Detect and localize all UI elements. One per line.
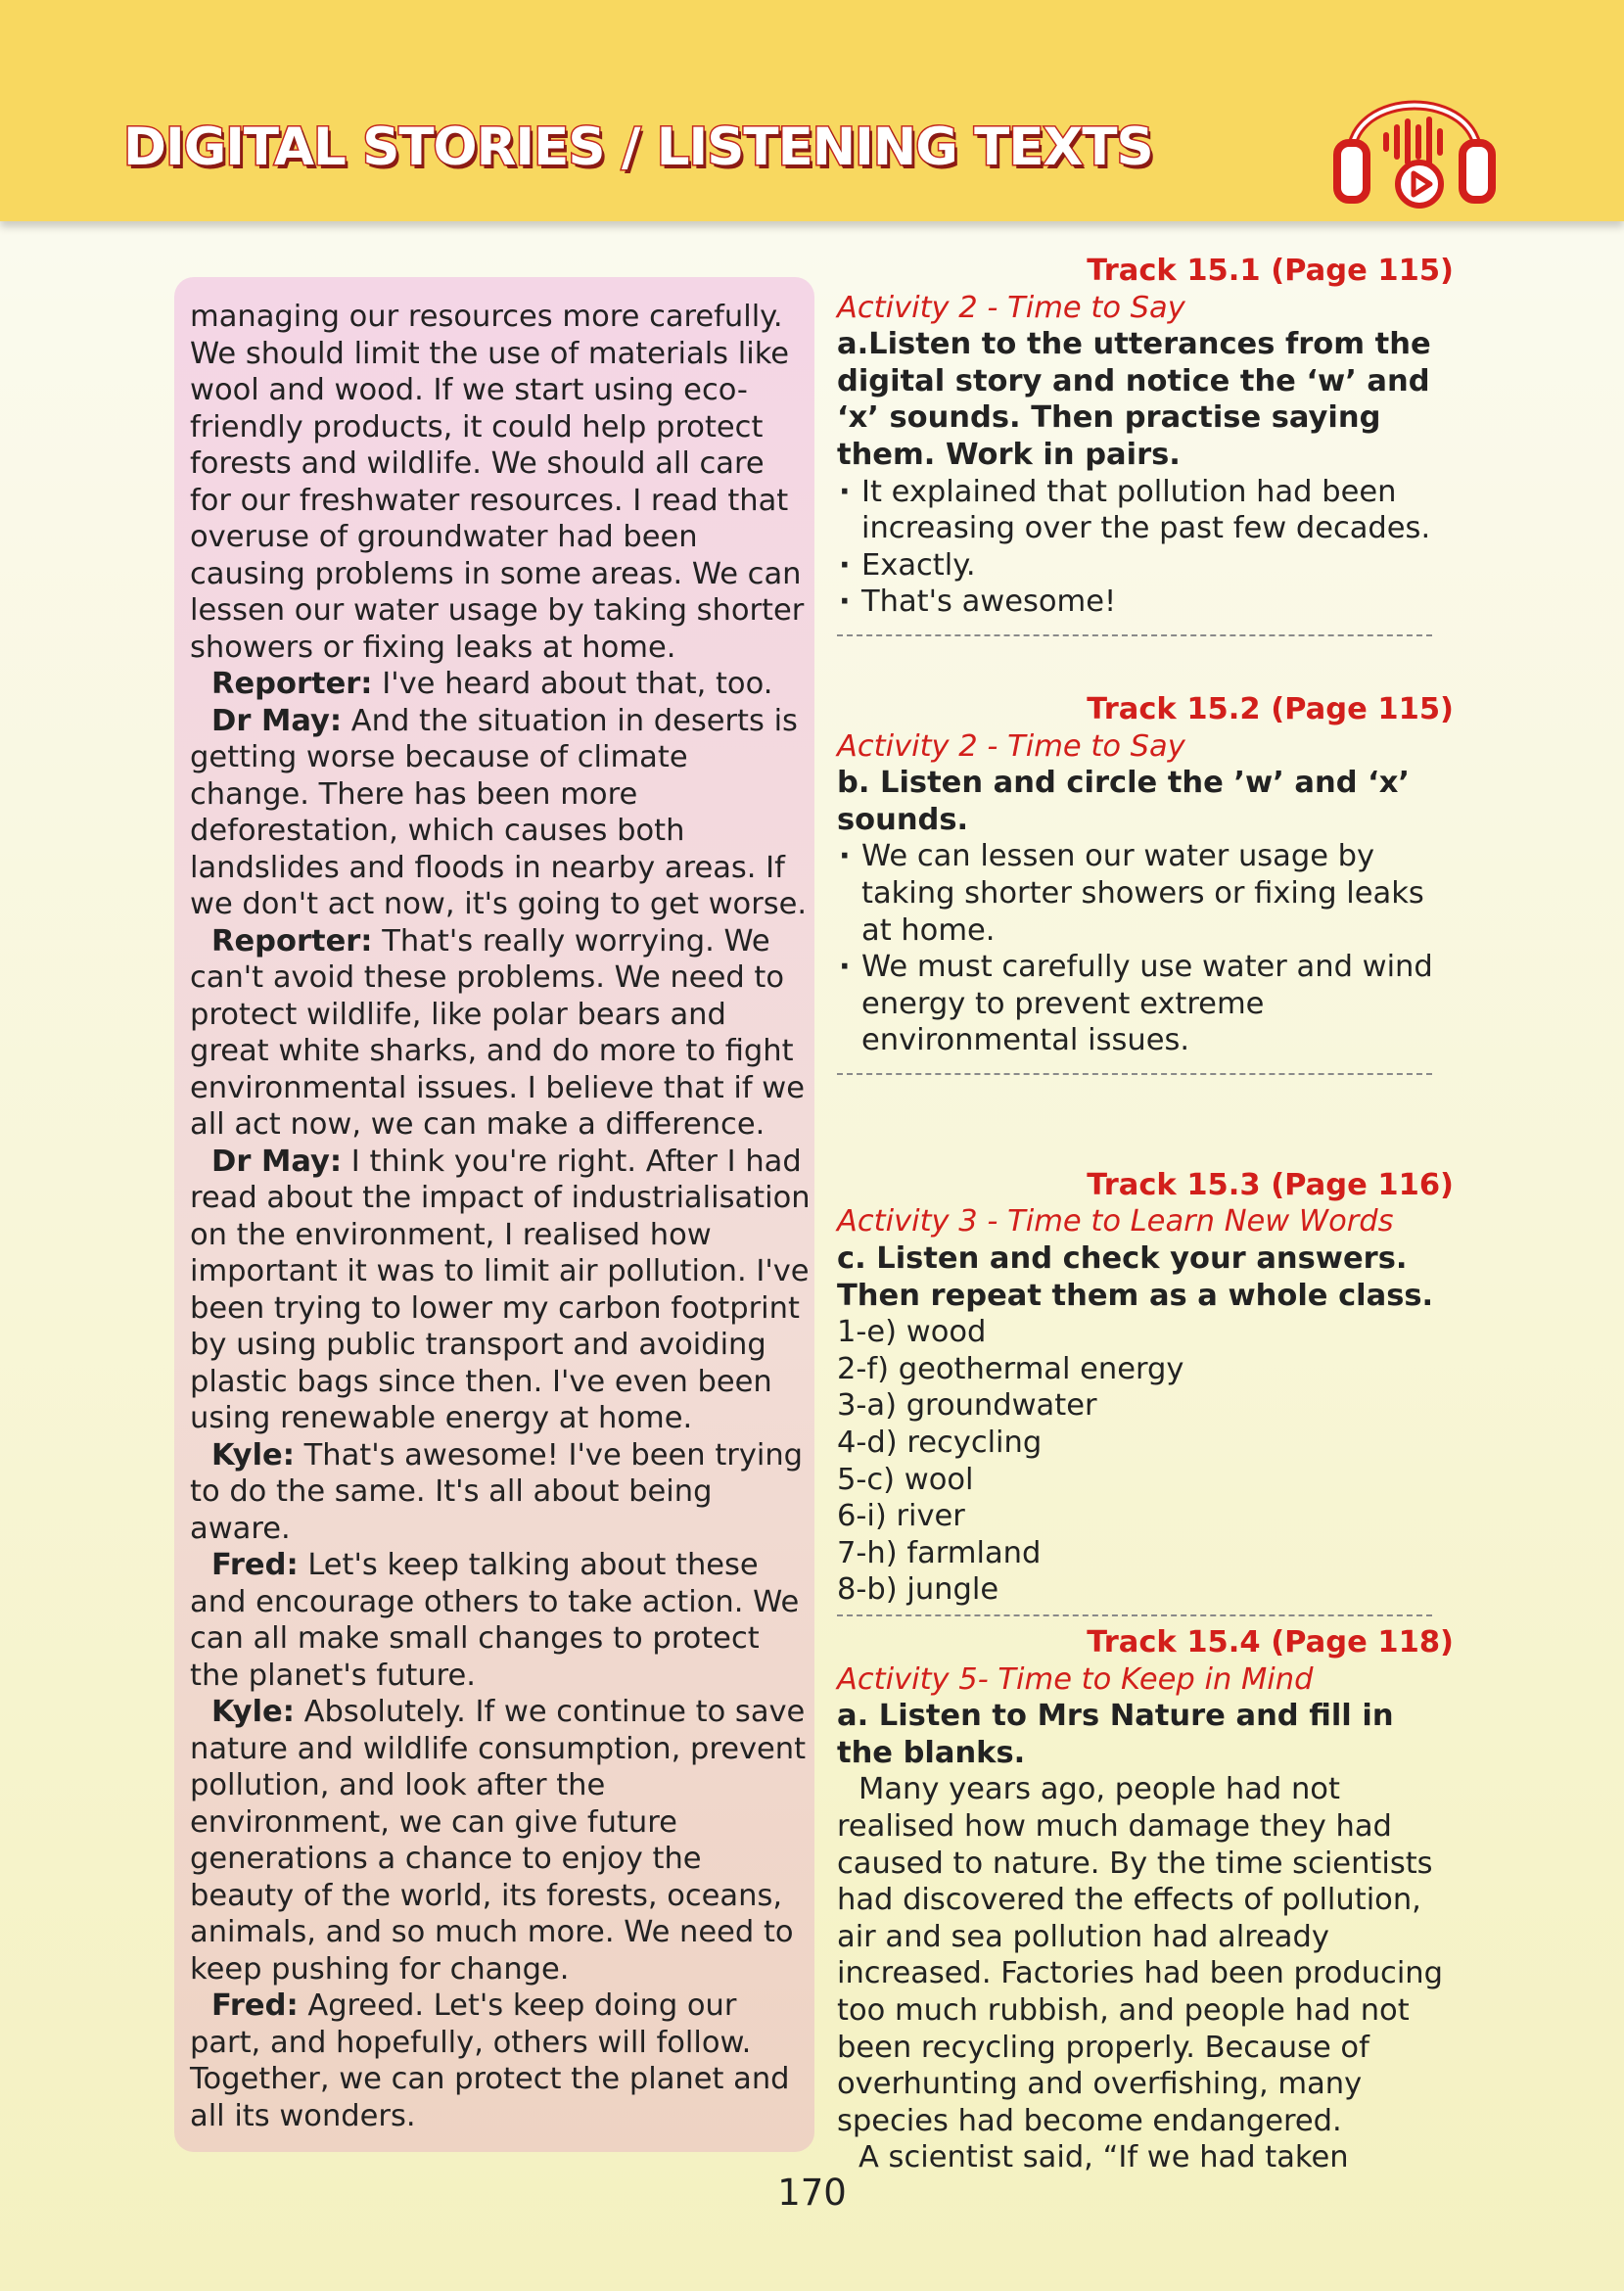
tracks-column bbox=[837, 253, 1454, 2176]
track-15-4 bbox=[837, 1624, 1454, 2176]
activity-title: Activity 2 - Time to Say bbox=[837, 728, 1185, 764]
speaker-name: Fred: bbox=[211, 1548, 299, 1582]
dialogue-paragraph: Dr May: I think you're right. After I had read about the impact of industrialisation on the environment, I realised how important it was to limit air pollution. I've been trying to lower my carbon footprint by using public transport and avoiding plastic bags since then. I've even been using renewable energy at home. bbox=[190, 1144, 811, 1435]
dialogue-text bbox=[190, 299, 812, 2134]
dialogue-paragraph: Reporter: That's really worrying. We can't avoid these problems. We need to protect wildlife, like polar bears and great white sharks, and do more to fight environmental issues. I believe that if we all act now, we can make a difference. bbox=[190, 923, 806, 1142]
track-heading: Track 15.1 (Page 115) bbox=[1087, 254, 1454, 288]
page-number: 170 bbox=[777, 2172, 847, 2214]
bullet-item: · We can lessen our water usage by taking shorter showers or fixing leaks at home. bbox=[837, 838, 1454, 949]
speaker-name: Reporter: bbox=[211, 923, 373, 958]
instruction: a.Listen to the utterances from the digital story and notice the ‘w’ and ‘x’ sounds. Then practise saying them. Work in pairs. bbox=[837, 327, 1431, 472]
track-15-2 bbox=[837, 691, 1454, 1075]
passage-paragraph: A scientist said, “If we had taken bbox=[858, 2140, 1349, 2175]
speaker-name: Reporter: bbox=[211, 667, 373, 701]
page-header bbox=[0, 0, 1624, 221]
answer-item: 7-h) farmland bbox=[837, 1535, 1042, 1570]
bullet-item: · It explained that pollution had been increasing over the past few decades. bbox=[837, 474, 1454, 547]
dialogue-paragraph: Fred: Agreed. Let's keep doing our part, and hopefully, others will follow. Together, we can protect the planet and all its wonders. bbox=[190, 1988, 790, 2133]
dialogue-paragraph: Reporter: I've heard about that, too. bbox=[211, 667, 773, 701]
dashed-divider bbox=[837, 1073, 1432, 1075]
track-15-1 bbox=[837, 253, 1454, 636]
track-heading: Track 15.3 (Page 116) bbox=[1087, 1167, 1454, 1202]
section-title: DIGITAL STORIES / LISTENING TEXTS bbox=[123, 117, 1153, 177]
answer-item: 1-e) wood bbox=[837, 1315, 987, 1350]
instruction: b. Listen and circle the ’w’ and ‘x’ sounds. bbox=[837, 766, 1410, 837]
bullet-item: · Exactly. bbox=[837, 547, 1454, 584]
activity-title: Activity 2 - Time to Say bbox=[837, 290, 1185, 325]
dialogue-paragraph: Kyle: That's awesome! I've been trying to do the same. It's all about being aware. bbox=[190, 1437, 804, 1546]
bullet-item: · We must carefully use water and wind energy to prevent extreme environmental issues. bbox=[837, 949, 1454, 1059]
headphones-play-icon bbox=[1331, 59, 1498, 215]
dialogue-paragraph: managing our resources more carefully. We should limit the use of materials like wool and wood. If we start using eco-friendly products, it could help protect forests and wildlife. We should all care for our freshwater resources. I read that overuse of groundwater had been causing problems in some areas. We can lessen our water usage by taking shorter showers or fixing leaks at home. bbox=[190, 300, 805, 665]
answer-item: 8-b) jungle bbox=[837, 1572, 999, 1608]
activity-title: Activity 5- Time to Keep in Mind bbox=[837, 1661, 1314, 1697]
speaker-name: Dr May: bbox=[211, 1144, 343, 1179]
answer-item: 4-d) recycling bbox=[837, 1426, 1043, 1461]
dialogue-paragraph: Dr May: And the situation in deserts is getting worse because of climate change. There has been more deforestation, which causes both landslides and floods in nearby areas. If we don't act now, it's going to get worse. bbox=[190, 703, 808, 921]
speaker-name: Kyle: bbox=[211, 1437, 295, 1473]
passage-paragraph: Many years ago, people had not realised how much damage they had caused to nature. By the time scientists had discovered the effects of pollution, air and sea pollution had already increased. Factories had been producing too much rubbish, and people had not been recycling properly. Because of overhunting and overfishing, many species had become endangered. bbox=[837, 1772, 1443, 2138]
dialogue-paragraph: Fred: Let's keep talking about these and encourage others to take action. We can all make small changes to protect the planet's future. bbox=[190, 1548, 800, 1693]
answer-item: 5-c) wool bbox=[837, 1462, 974, 1497]
dashed-divider bbox=[837, 634, 1432, 636]
dashed-divider bbox=[837, 1614, 1432, 1616]
instruction: a. Listen to Mrs Nature and fill in the blanks. bbox=[837, 1699, 1394, 1770]
answer-item: 2-f) geothermal energy bbox=[837, 1351, 1184, 1386]
bullet-item: · That's awesome! bbox=[837, 584, 1454, 621]
speaker-name: Dr May: bbox=[211, 703, 343, 738]
instruction: c. Listen and check your answers. Then repeat them as a whole class. bbox=[837, 1241, 1434, 1313]
dialogue-paragraph: Kyle: Absolutely. If we continue to save nature and wildlife consumption, prevent pollution, and look after the environment, we can give future generations a chance to enjoy the beauty of the world, its forests, oceans, animals, and so much more. We need to keep pushing for change. bbox=[190, 1695, 807, 1987]
speaker-name: Kyle: bbox=[211, 1695, 295, 1729]
answer-item: 3-a) groundwater bbox=[837, 1388, 1097, 1424]
track-heading: Track 15.2 (Page 115) bbox=[1087, 691, 1454, 726]
activity-title: Activity 3 - Time to Learn New Words bbox=[837, 1204, 1394, 1239]
track-15-3 bbox=[837, 1167, 1454, 1616]
answer-item: 6-i) river bbox=[837, 1499, 965, 1534]
track-heading: Track 15.4 (Page 118) bbox=[1087, 1625, 1454, 1660]
speaker-name: Fred: bbox=[211, 1988, 299, 2023]
